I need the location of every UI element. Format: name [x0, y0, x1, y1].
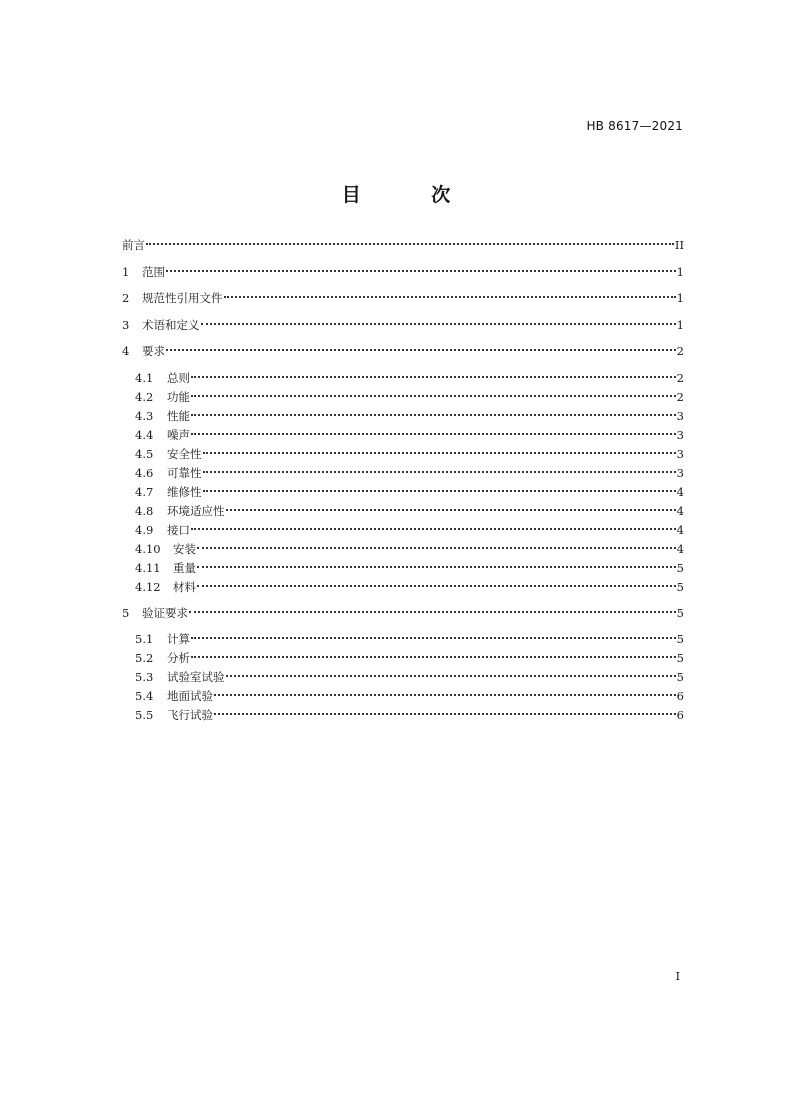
- toc-entry-page: 1: [676, 264, 684, 279]
- toc-entry-label: 安全性: [167, 446, 202, 461]
- toc-entry-label: 环境适应性: [167, 503, 225, 518]
- toc-leader: [203, 490, 676, 492]
- toc-entry-num: 5: [122, 605, 130, 620]
- toc-entry-label: 试验室试验: [167, 670, 225, 684]
- toc-entry-num: 4: [122, 344, 130, 358]
- toc-leader: [226, 509, 676, 511]
- toc-entry-4-7[interactable]: [122, 483, 684, 502]
- toc-entry-page: 6: [676, 689, 684, 703]
- toc-leader: [224, 296, 676, 298]
- toc-entry-num: 4.5: [135, 446, 154, 461]
- toc-entry-page: 3: [676, 427, 684, 442]
- toc-entry-4-11[interactable]: [122, 559, 684, 578]
- toc-entry-label: 地面试验: [167, 689, 213, 703]
- toc-leader: [197, 547, 676, 549]
- toc-entry-num: 4.12: [135, 579, 161, 594]
- toc-entry-page: 5: [676, 605, 684, 620]
- toc-entry-page: 2: [676, 344, 684, 358]
- toc-entry-label: 维修性: [167, 484, 202, 499]
- toc-entry-4-9[interactable]: [122, 521, 684, 540]
- toc-title: 目 次: [341, 184, 483, 206]
- toc-leader: [226, 675, 676, 677]
- toc-entry-page: 4: [676, 522, 684, 537]
- toc-leader: [214, 694, 676, 696]
- toc-entry-num: 5.1: [135, 632, 154, 646]
- toc-entry-2[interactable]: [122, 289, 684, 308]
- toc-entry-label: 重量: [173, 560, 196, 575]
- toc-leader: [197, 566, 676, 568]
- toc-entry-3[interactable]: [122, 316, 684, 335]
- toc-entry-label: 噪声: [167, 427, 190, 442]
- doc-code: HB 8617—2021: [586, 119, 683, 133]
- toc-entry-num: 4.9: [135, 522, 154, 537]
- toc-entry-5-5[interactable]: [122, 706, 684, 725]
- toc-entry-num: 4.10: [135, 541, 161, 556]
- toc-entry-label: 可靠性: [167, 465, 202, 480]
- toc-entry-4-10[interactable]: [122, 540, 684, 559]
- toc-leader: [191, 395, 676, 397]
- toc-entry-page: 2: [676, 389, 684, 404]
- toc-entry-label: 分析: [167, 651, 190, 665]
- toc-entry-5[interactable]: [122, 604, 684, 623]
- toc-entry-page: 5: [676, 579, 684, 594]
- toc-entry-5-4[interactable]: [122, 687, 684, 706]
- toc-entry-4-8[interactable]: [122, 502, 684, 521]
- toc-entry-4-5[interactable]: [122, 445, 684, 464]
- toc-entry-num: 4.11: [135, 560, 161, 575]
- toc-entry-num: 4.7: [135, 484, 154, 499]
- toc-entry-page: 3: [676, 465, 684, 480]
- toc-entry-5-3[interactable]: [122, 668, 684, 687]
- toc-leader: [197, 585, 676, 587]
- toc-entry-label: 功能: [167, 389, 190, 404]
- toc-entry-page: 5: [676, 651, 684, 665]
- toc-entry-num: 3: [122, 317, 130, 332]
- toc-entry-4-12[interactable]: [122, 578, 684, 597]
- toc-entry-label: 前言: [122, 238, 145, 252]
- toc-entry-num: 5.2: [135, 651, 154, 665]
- toc-leader: [166, 270, 676, 272]
- toc-entry-page: 2: [676, 370, 684, 385]
- toc-entry-num: 4.6: [135, 465, 154, 480]
- toc-entry-5-1[interactable]: [122, 630, 684, 649]
- toc-leader: [214, 713, 676, 715]
- toc-entry-foreword[interactable]: [122, 236, 684, 255]
- toc-entry-num: 5.4: [135, 689, 154, 703]
- toc-list: [122, 236, 684, 725]
- toc-leader: [166, 349, 676, 351]
- toc-leader: [191, 528, 676, 530]
- toc-entry-label: 范围: [142, 264, 165, 279]
- toc-leader: [191, 414, 676, 416]
- toc-entry-num: 4.2: [135, 389, 154, 404]
- toc-entry-page: 3: [676, 408, 684, 423]
- toc-entry-label: 规范性引用文件: [142, 291, 223, 305]
- toc-leader: [203, 471, 676, 473]
- page-number: I: [675, 970, 680, 983]
- toc-entry-num: 4.1: [135, 370, 154, 385]
- toc-entry-label: 飞行试验: [167, 708, 213, 722]
- toc-leader: [189, 611, 676, 613]
- toc-entry-label: 计算: [167, 632, 190, 646]
- toc-entry-page: II: [674, 238, 684, 252]
- toc-entry-label: 材料: [173, 579, 196, 594]
- toc-entry-label: 接口: [167, 522, 190, 537]
- toc-entry-num: 5.3: [135, 670, 154, 684]
- toc-leader: [146, 243, 674, 245]
- toc-entry-num: 4.4: [135, 427, 154, 442]
- toc-entry-page: 4: [676, 503, 684, 518]
- toc-entry-4-4[interactable]: [122, 426, 684, 445]
- toc-entry-label: 要求: [142, 344, 165, 358]
- toc-leader: [201, 323, 676, 325]
- toc-entry-num: 5.5: [135, 708, 154, 722]
- toc-leader: [191, 637, 676, 639]
- toc-entry-label: 安装: [173, 541, 196, 556]
- toc-entry-num: 2: [122, 291, 130, 305]
- toc-entry-page: 5: [676, 632, 684, 646]
- toc-entry-5-2[interactable]: [122, 649, 684, 668]
- toc-entry-page: 4: [676, 541, 684, 556]
- toc-entry-label: 验证要求: [142, 605, 188, 620]
- toc-entry-page: 6: [676, 708, 684, 722]
- toc-entry-page: 5: [676, 560, 684, 575]
- toc-entry-page: 5: [676, 670, 684, 684]
- toc-entry-page: 1: [676, 291, 684, 305]
- toc-entry-num: 1: [122, 264, 130, 279]
- toc-entry-4[interactable]: [122, 342, 684, 361]
- toc-entry-num: 4.8: [135, 503, 154, 518]
- toc-leader: [191, 376, 676, 378]
- toc-leader: [203, 452, 676, 454]
- toc-entry-1[interactable]: [122, 263, 684, 282]
- toc-entry-label: 术语和定义: [142, 317, 200, 332]
- toc-leader: [191, 656, 676, 658]
- toc-leader: [191, 433, 676, 435]
- toc-entry-page: 3: [676, 446, 684, 461]
- toc-entry-4-2[interactable]: [122, 388, 684, 407]
- toc-entry-4-6[interactable]: [122, 464, 684, 483]
- toc-entry-page: 1: [676, 317, 684, 332]
- toc-entry-4-3[interactable]: [122, 407, 684, 426]
- toc-entry-page: 4: [676, 484, 684, 499]
- toc-entry-label: 总则: [167, 370, 190, 385]
- toc-entry-label: 性能: [167, 408, 190, 423]
- toc-entry-num: 4.3: [135, 408, 154, 423]
- toc-entry-4-1[interactable]: [122, 369, 684, 388]
